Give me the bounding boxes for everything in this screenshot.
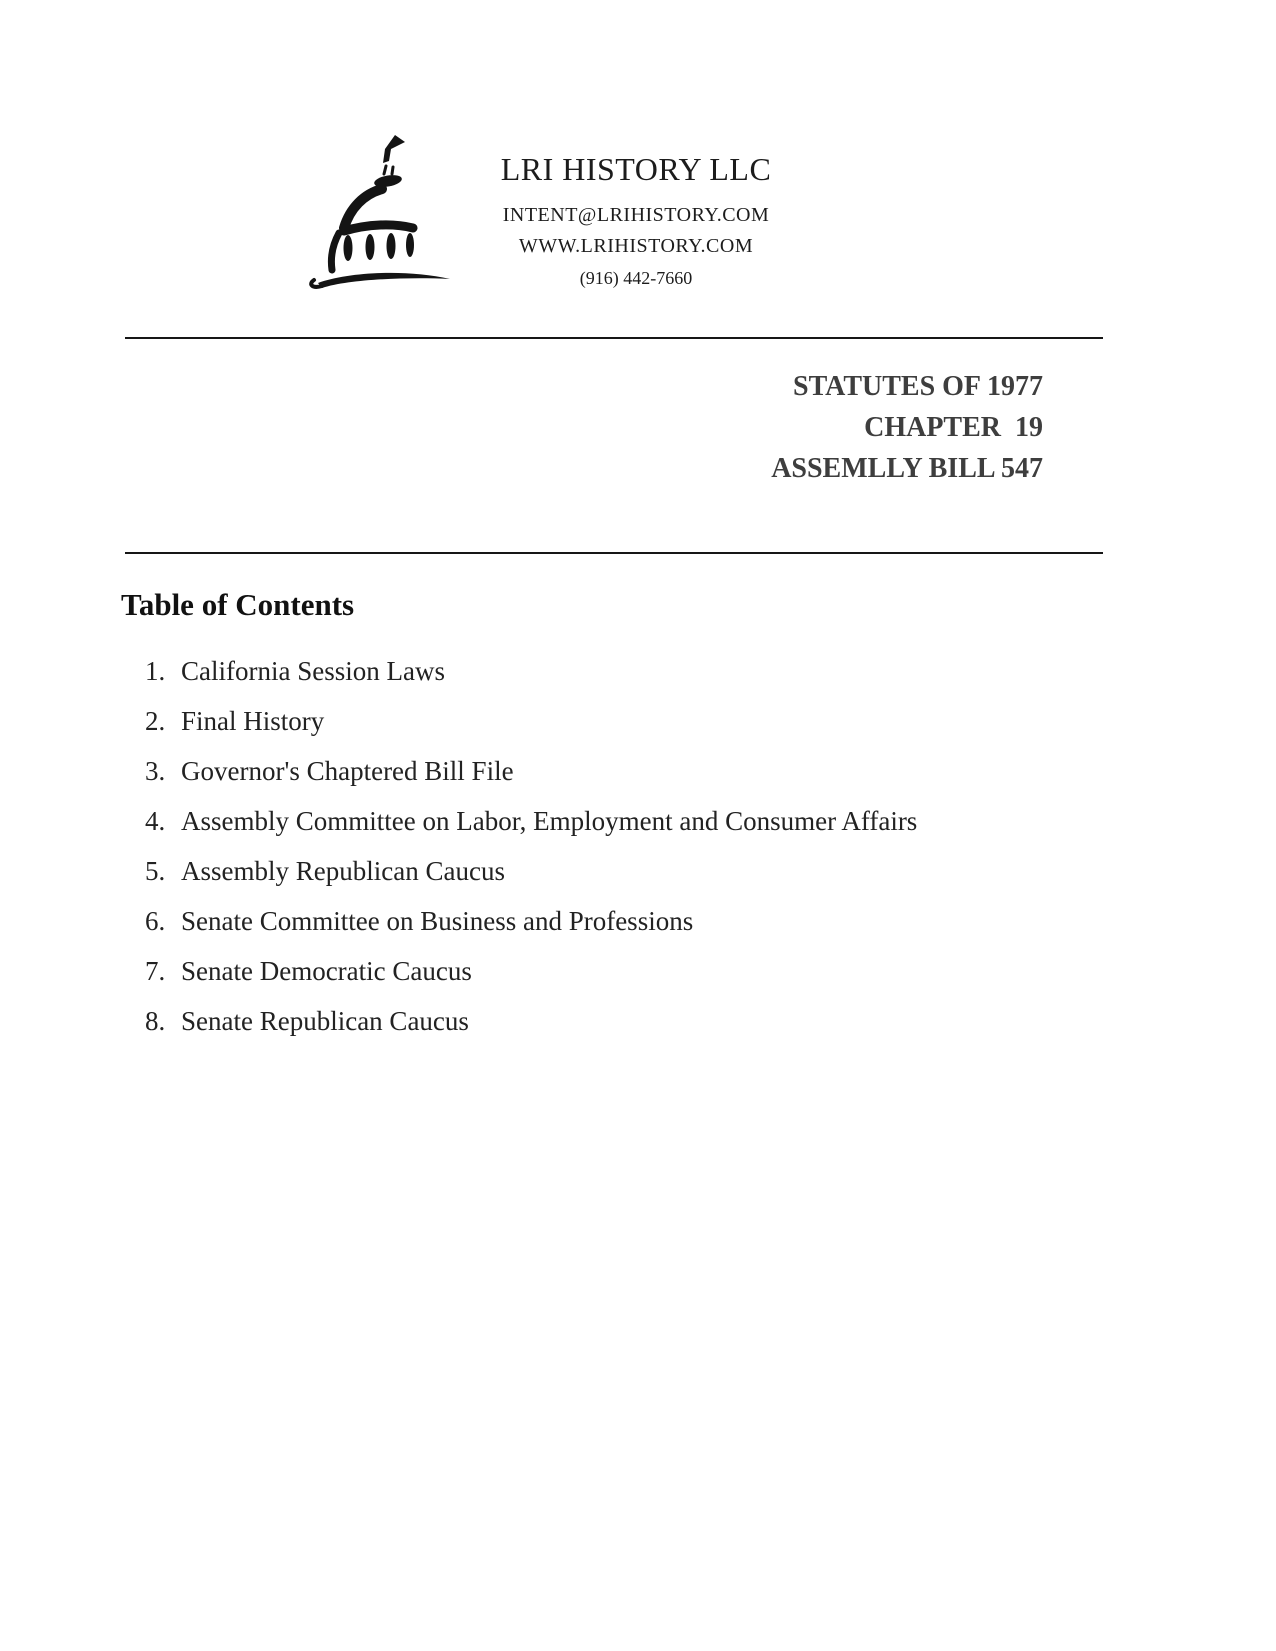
toc-item: [0, 646, 1150, 696]
toc-item-label: California Session Laws: [181, 655, 445, 686]
header-divider: [125, 337, 1103, 339]
company-phone: (916) 442-7660: [579, 268, 693, 288]
toc-item: [0, 996, 1150, 1046]
title-divider: [125, 552, 1103, 554]
toc-heading: Table of Contents: [121, 587, 355, 622]
toc-item-number: 1.: [145, 655, 166, 686]
logo-bar: [344, 225, 413, 231]
title-block: [620, 366, 1043, 489]
logo-tick: [384, 166, 386, 174]
toc-item-label: Governor's Chaptered Bill File: [181, 755, 514, 786]
toc-item-number: 8.: [145, 1005, 166, 1036]
toc-item-number: 3.: [145, 755, 166, 786]
logo-tick: [392, 167, 393, 174]
logo-column: [406, 233, 414, 257]
logo-flag: [383, 135, 405, 163]
toc-item-number: 5.: [145, 855, 166, 886]
toc-item: [0, 846, 1150, 896]
logo-column: [344, 235, 353, 261]
logo-column: [366, 234, 375, 260]
toc-item-label: Final History: [181, 705, 325, 736]
capitol-dome-logo: [298, 130, 456, 292]
toc-item-number: 4.: [145, 805, 166, 836]
toc-list: [0, 646, 1150, 1046]
toc-item-label: Assembly Committee on Labor, Employment and Consumer Affairs: [181, 805, 918, 836]
logo-left-stroke: [331, 233, 339, 270]
toc-item-number: 2.: [145, 705, 166, 736]
company-website: WWW.LRIHISTORY.COM: [518, 235, 754, 257]
logo-base-swoosh: [318, 273, 450, 288]
toc-item-label: Senate Committee on Business and Professions: [181, 905, 694, 936]
toc-item-label: Assembly Republican Caucus: [181, 855, 505, 886]
toc-item-label: Senate Republican Caucus: [181, 1005, 469, 1036]
toc-item-number: 7.: [145, 955, 166, 986]
company-name: LRI HISTORY LLC: [500, 151, 772, 187]
toc-item-number: 6.: [145, 905, 166, 936]
statutes-line: STATUTES OF 1977: [793, 371, 1043, 402]
bill-line: ASSEMLLY BILL 547: [771, 453, 1043, 484]
toc-item: [0, 696, 1150, 746]
toc-item: [0, 796, 1150, 846]
chapter-line: CHAPTER 19: [864, 412, 1043, 443]
logo-column: [387, 233, 396, 259]
company-email: INTENT@LRIHISTORY.COM: [502, 204, 770, 226]
toc-item: [0, 946, 1150, 996]
header-contact-block: [470, 150, 802, 290]
toc-item: [0, 896, 1150, 946]
toc-item: [0, 746, 1150, 796]
toc-item-label: Senate Democratic Caucus: [181, 955, 472, 986]
